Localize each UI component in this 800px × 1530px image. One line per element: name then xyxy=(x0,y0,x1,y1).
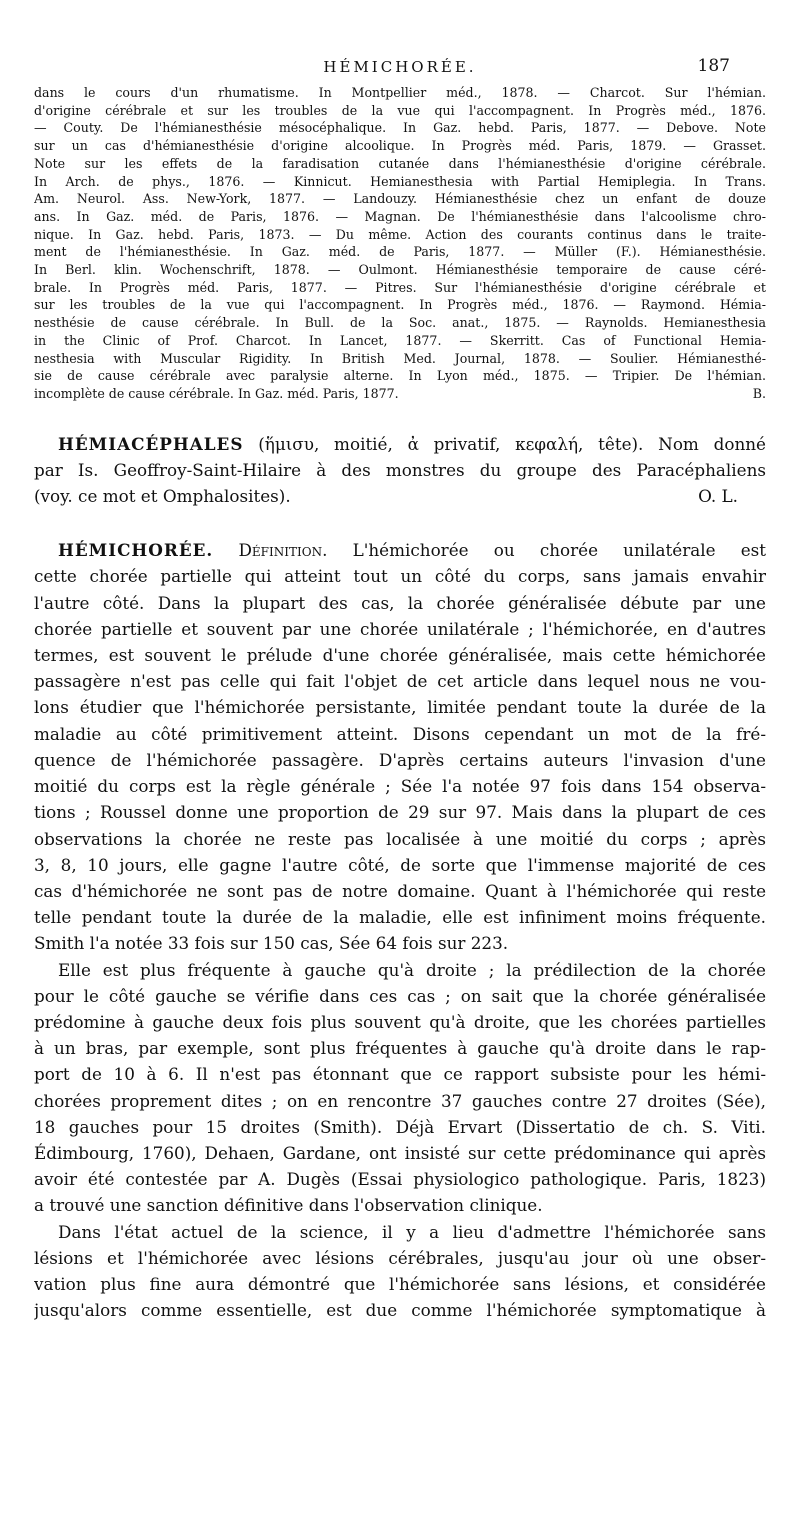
bibliography-line: in the Clinic of Prof. Charcot. In Lancet, 1877. — Skerritt. Cas of Functional Hemia- xyxy=(34,332,766,348)
entry-line: a trouvé une sanction définitive dans l'observation clinique. xyxy=(34,1195,543,1216)
bibliography-line: Note sur les effets de la faradisation cutanée dans l'hémianesthésie d'origine cérébrale. xyxy=(34,155,766,171)
entry-line: chorées proprement dites ; on en rencontre 37 gauches contre 27 droites (Sée), xyxy=(34,1090,766,1111)
entry-line: port de 10 à 6. Il n'est pas étonnant que ce rapport subsiste pour les hémi- xyxy=(34,1064,766,1085)
bibliography-line: d'origine cérébrale et sur les troubles de la vue qui l'accompagnent. In Progrès méd., 1876. xyxy=(34,102,766,118)
entry-first-line xyxy=(34,431,766,457)
entry-hemiacephales xyxy=(34,431,766,510)
entry-line: (ἥμισυ, moitié, ἀ privatif, κεφαλή, tête). Nom donné xyxy=(258,433,766,454)
entry-line: termes, est souvent le prélude d'une chorée généralisée, mais cette hémichorée xyxy=(34,645,766,666)
bibliography-line: In Arch. de phys., 1876. — Kinnicut. Hemianesthesia with Partial Hemiplegia. In Trans. xyxy=(34,173,766,189)
entry-line: tions ; Roussel donne une proportion de 29 sur 97. Mais dans la plupart de ces xyxy=(34,802,766,823)
entry-last-line xyxy=(34,483,766,509)
bibliography-line: brale. In Progrès méd. Paris, 1877. — Pitres. Sur l'hémianesthésie d'origine cérébrale et xyxy=(34,279,766,295)
bibliography-line: dans le cours d'un rhumatisme. In Montpellier méd., 1878. — Charcot. Sur l'hémian. xyxy=(34,85,766,100)
entry-line: chorée partielle et souvent par une chorée unilatérale ; l'hémichorée, en d'autres xyxy=(34,618,766,639)
bibliography-line: Am. Neurol. Ass. New-York, 1877. — Landouzy. Hémianesthésie chez un enfant de douze xyxy=(34,191,766,207)
running-title: HÉMICHORÉE. xyxy=(323,58,477,76)
entry-line: (voy. ce mot et Omphalosites). xyxy=(34,486,291,507)
bibliography-line: incomplète de cause cérébrale. In Gaz. méd. Paris, 1877. xyxy=(34,385,399,401)
bibliography-line: nesthesia with Muscular Rigidity. In British Med. Journal, 1878. — Soulier. Hémianesthé- xyxy=(34,350,766,366)
headword: HÉMICHORÉE. xyxy=(58,540,214,561)
entry-signature: O. L. xyxy=(698,486,738,507)
entry-line: prédomine à gauche deux fois plus souvent qu'à droite, que les chorées partielles xyxy=(34,1011,766,1032)
bibliography-line: sur un cas d'hémianesthésie d'origine alcoolique. In Progrès méd. Paris, 1879. — Grasset. xyxy=(34,138,766,154)
bibliography-line: nesthésie de cause cérébrale. In Bull. de la Soc. anat., 1875. — Raynolds. Hemianesthesia xyxy=(34,315,766,331)
bibliography-block xyxy=(34,84,766,403)
entry-line: jusqu'alors comme essentielle, est due comme l'hémichorée symptomatique à xyxy=(34,1300,766,1321)
entry-line: Smith l'a notée 33 fois sur 150 cas, Sée 64 fois sur 223. xyxy=(34,933,509,954)
entry-line: observations la chorée ne reste pas localisée à une moitié du corps ; après xyxy=(34,828,766,849)
entry-line: par Is. Geoffroy-Saint-Hilaire à des monstres du groupe des Paracéphaliens xyxy=(34,459,766,480)
bibliography-line: ment de l'hémianesthésie. In Gaz. méd. de Paris, 1877. — Müller (F.). Hémianesthésie. xyxy=(34,244,766,260)
entry-line: cette chorée partielle qui atteint tout un côté du corps, sans jamais envahir xyxy=(34,566,766,587)
entry-line: Elle est plus fréquente à gauche qu'à droite ; la prédilection de la chorée xyxy=(58,959,766,980)
entry-first-line xyxy=(34,537,766,563)
bibliography-line: sur les troubles de la vue qui l'accompagnent. In Progrès méd., 1876. — Raymond. Hémia- xyxy=(34,297,766,313)
entry-line: quence de l'hémichorée passagère. D'après certains auteurs l'invasion d'une xyxy=(34,749,766,770)
entry-line: à un bras, par exemple, sont plus fréquentes à gauche qu'à droite dans le rap- xyxy=(34,1038,766,1059)
entry-line: telle pendant toute la durée de la maladie, elle est infiniment moins fréquente. xyxy=(34,907,766,928)
entry-line: lésions et l'hémichorée avec lésions cérébrales, jusqu'au jour où une obser- xyxy=(34,1247,766,1268)
entry-line: maladie au côté primitivement atteint. Disons cependant un mot de la fré- xyxy=(34,723,766,744)
section-label: Définition. xyxy=(238,540,328,561)
bibliography-signature: B. xyxy=(752,385,766,401)
entry-hemichoree xyxy=(34,537,766,1323)
entry-line: lons étudier que l'hémichorée persistante, limitée pendant toute la durée de la xyxy=(34,697,766,718)
entry-line: l'autre côté. Dans la plupart des cas, la chorée généralisée débute par une xyxy=(34,592,766,613)
entry-line: cas d'hémichorée ne sont pas de notre domaine. Quant à l'hémichorée qui reste xyxy=(34,880,766,901)
entry-line: avoir été contestée par A. Dugès (Essai physiologico pathologique. Paris, 1823) xyxy=(34,1169,766,1190)
page-header xyxy=(34,0,766,78)
bibliography-last-line xyxy=(34,385,766,403)
bibliography-line: In Berl. klin. Wochenschrift, 1878. — Oulmont. Hémianesthésie temporaire de cause céré- xyxy=(34,262,766,278)
bibliography-line: sie de cause cérébrale avec paralysie alterne. In Lyon méd., 1875. — Tripier. De l'hémian. xyxy=(34,368,766,384)
entry-line: L'hémichorée ou chorée unilatérale est xyxy=(352,540,766,561)
page-number: 187 xyxy=(697,56,730,76)
bibliography-line: ans. In Gaz. méd. de Paris, 1876. — Magnan. De l'hémianesthésie dans l'alcoolisme chro- xyxy=(34,208,766,224)
entry-line: moitié du corps est la règle générale ; Sée l'a notée 97 fois dans 154 observa- xyxy=(34,776,766,797)
entry-line: passagère n'est pas celle qui fait l'objet de cet article dans lequel nous ne vou- xyxy=(34,671,766,692)
entry-line: vation plus fine aura démontré que l'hémichorée sans lésions, et considérée xyxy=(34,1273,766,1294)
entry-line: 18 gauches pour 15 droites (Smith). Déjà Ervart (Dissertatio de ch. S. Viti. xyxy=(34,1116,766,1137)
entry-line: 3, 8, 10 jours, elle gagne l'autre côté, de sorte que l'immense majorité de ces xyxy=(34,854,766,875)
entry-line: pour le côté gauche se vérifie dans ces cas ; on sait que la chorée généralisée xyxy=(34,985,766,1006)
bibliography-line: — Couty. De l'hémianesthésie mésocéphalique. In Gaz. hebd. Paris, 1877. — Debove. Note xyxy=(34,120,766,136)
entry-line: Édimbourg, 1760), Dehaen, Gardane, ont insisté sur cette prédominance qui après xyxy=(34,1142,766,1163)
bibliography-line: nique. In Gaz. hebd. Paris, 1873. — Du même. Action des courants continus dans le traite- xyxy=(34,226,766,242)
headword: HÉMIACÉPHALES xyxy=(58,433,244,454)
entry-line: Dans l'état actuel de la science, il y a lieu d'admettre l'hémichorée sans xyxy=(58,1221,766,1242)
